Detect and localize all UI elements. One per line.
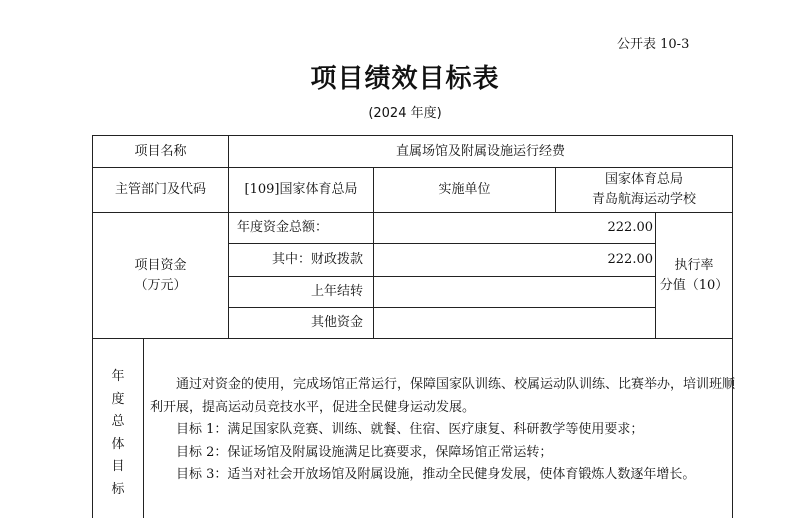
page-title: 项目绩效目标表	[310, 64, 500, 94]
funds-label-line: （万元）	[134, 277, 187, 293]
goal-paragraph: 目标 3：适当对社会开放场馆及附属设施，推动全民健身发展，使体育锻炼人数逐年增长。	[176, 467, 696, 482]
annual-goal-char: 标	[111, 481, 125, 497]
annual-goal-char: 体	[111, 436, 125, 452]
funds-row-value: 222.00	[607, 252, 653, 267]
annual-goal-char: 度	[111, 391, 125, 407]
funds-row-label: 其他资金	[310, 315, 363, 330]
exec-rate-label	[656, 213, 732, 338]
dept-value: [109]国家体育总局	[244, 182, 358, 197]
col-divider	[143, 338, 144, 518]
annual-goal-char: 总	[111, 414, 125, 429]
goal-paragraph: 目标 1：满足国家队竞赛、训练、就餐、住宿、医疗康复、科研教学等使用要求；	[176, 422, 644, 437]
row-divider	[92, 338, 733, 339]
project-name-label: 项目名称	[134, 143, 187, 159]
exec-rate-line: 执行率	[674, 257, 714, 273]
annual-goal-content	[150, 374, 735, 487]
funds-row-label: 年度资金总额：	[237, 220, 329, 235]
annual-goal-char: 目	[111, 459, 125, 474]
impl-unit-line: 国家体育总局	[604, 172, 683, 187]
impl-unit-value	[556, 168, 732, 212]
funds-row-label: 其中：财政拨款	[271, 252, 363, 267]
impl-unit-line: 青岛航海运动学校	[591, 192, 696, 207]
funds-row-value: 222.00	[607, 220, 653, 235]
goal-paragraph: 目标 2：保证场馆及附属设施满足比赛要求，保障场馆正常运转；	[176, 444, 553, 460]
annual-goal-label	[93, 366, 143, 501]
funds-row-value	[374, 308, 655, 338]
funds-row-label: 上年结转	[310, 284, 363, 299]
funds-row-value	[374, 277, 655, 307]
goal-paragraph: 通过对资金的使用，完成场馆正常运行，保障国家队训练、校属运动队训练、比赛举办，培训班顺利开展，提高运动员竞技水平，促进全民健身运动发展。	[150, 377, 736, 415]
document-code: 公开表 10-3	[617, 37, 690, 52]
dept-label: 主管部门及代码	[114, 182, 206, 197]
exec-rate-line: 分值（10）	[659, 277, 729, 293]
project-name-value: 直属场馆及附属设施运行经费	[395, 143, 565, 159]
funds-label-line: 项目资金	[134, 257, 187, 273]
funds-label	[93, 213, 228, 338]
year-label: (2024 年度)	[368, 106, 442, 121]
impl-unit-label: 实施单位	[438, 182, 491, 197]
annual-goal-char: 年	[111, 369, 125, 384]
